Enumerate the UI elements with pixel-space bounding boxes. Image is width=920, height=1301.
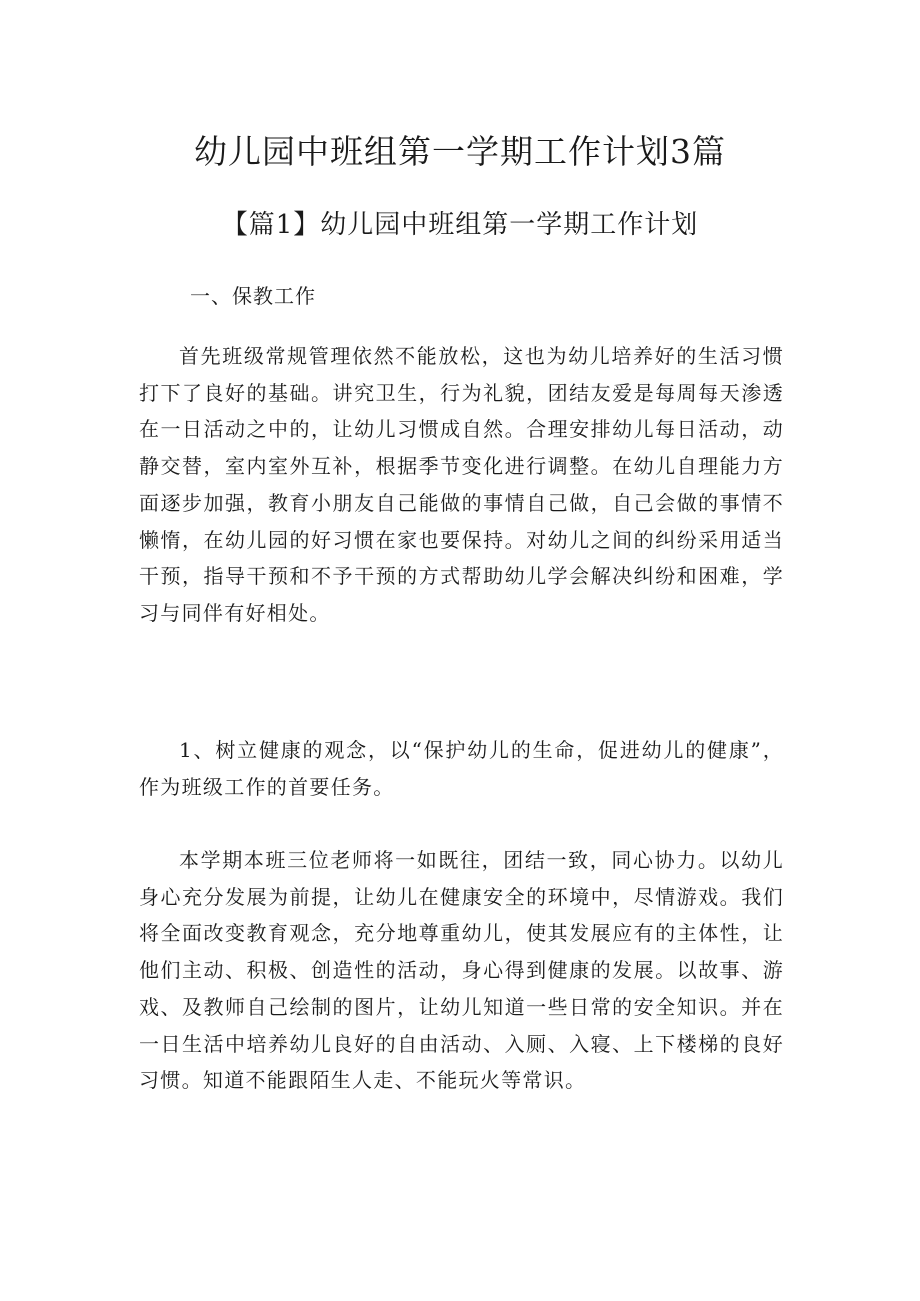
paragraph-health-concept: 1、树立健康的观念，以“保护幼儿的生命，促进幼儿的健康”，作为班级工作的首要任务。: [139, 738, 784, 799]
heading-care-education: 一、保教工作: [190, 284, 316, 308]
section-title: 【篇1】幼儿园中班组第一学期工作计划: [221, 210, 699, 240]
paragraph-class-routine: 首先班级常规管理依然不能放松，这也为幼儿培养好的生活习惯打下了良好的基础。讲究卫生，行为礼貌，团结友爱是每周每天渗透在一日活动之中的，让幼儿习惯成自然。合理安排幼儿每日活动，动静交替，室内室外互补，根据季节变化进行调整。在幼儿自理能力方面逐步加强，教育小朋友自己能做的事情自己做，自己会做的事情不懒惰，在幼儿园的好习惯在家也要保持。对幼儿之间的纠纷采用适当干预，指导干预和不予干预的方式帮助幼儿学会解决纠纷和困难，学习与同伴有好相处。: [139, 344, 784, 625]
document-title: 幼儿园中班组第一学期工作计划3篇: [194, 132, 726, 171]
paragraph-teachers-plan: 本学期本班三位老师将一如既往，团结一致，同心协力。以幼儿身心充分发展为前提，让幼儿在健康安全的环境中，尽情游戏。我们将全面改变教育观念，充分地尊重幼儿，使其发展应有的主体性，让他们主动、积极、创造性的活动，身心得到健康的发展。以故事、游戏、及教师自己绘制的图片，让幼儿知道一些日常的安全知识。并在一日生活中培养幼儿良好的自由活动、入厕、入寝、上下楼梯的良好习惯。知道不能跟陌生人走、不能玩火等常识。: [139, 848, 784, 1093]
